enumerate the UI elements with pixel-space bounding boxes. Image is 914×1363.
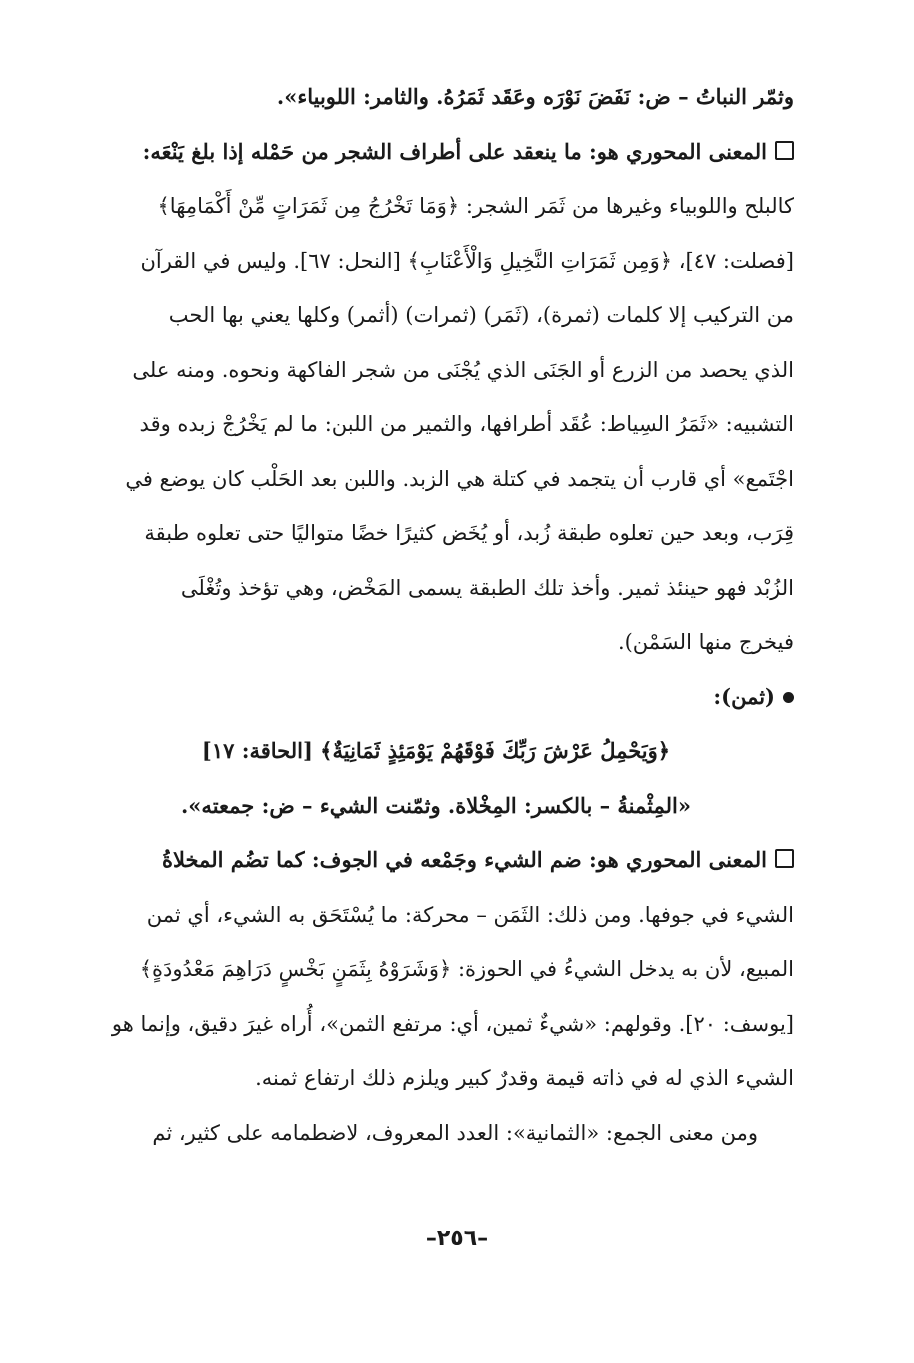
text-line: المعنى المحوري هو: ضم الشيء وجَمْعه في الجوف: كما تضُم المخلاةُ bbox=[78, 833, 794, 888]
text-line: الشيء الذي له في ذاته قيمة وقدرٌ كبير ويلزم ذلك ارتفاع ثمنه. bbox=[255, 1066, 794, 1090]
dictionary-quote: «المِثْمنةُ – بالكسر: المِخْلاة. وثمّنت الشيء – ض: جمعته». bbox=[181, 792, 691, 818]
text-line: اجْتَمع» أي قارب أن يتجمد في كتلة هي الزبد. واللبن بعد الحَلْب كان يوضع في bbox=[125, 466, 794, 491]
text-line: [فصلت: ٤٧]، ﴿وَمِن ثَمَرَاتِ النَّخِيلِ وَالْأَعْنَابِ﴾ [النحل: ٦٧]. وليس في القرآن bbox=[140, 248, 794, 273]
text-line: من التركيب إلا كلمات (ثمرة)، (ثَمَر) (ثمرات) (أثمر) وكلها يعني بها الحب bbox=[168, 303, 794, 327]
checkbox-icon bbox=[775, 141, 794, 160]
page-number: –٢٥٦– bbox=[425, 1226, 489, 1251]
text-line: الشيء في جوفها. ومن ذلك: الثَمَن – محركة: ما يُسْتَحَق به الشيء، أي ثمن bbox=[146, 902, 794, 927]
text-line: المعنى المحوري هو: ما ينعقد على أطراف الشجر من حَمْله إذا بلغ يَنْعَه: bbox=[78, 125, 794, 180]
text-line: التشبيه: «ثَمَرُ السِياط: عُقَد أطرافها، والثمير من اللبن: ما لم يَخْرُجْ زبده وقد bbox=[139, 412, 794, 436]
text-line: المبيع، لأن به يدخل الشيءُ في الحوزة: ﴿وَشَرَوْهُ بِثَمَنٍ بَخْسٍ دَرَاهِمَ مَعْدُودَةٍ﴾ bbox=[139, 957, 794, 981]
section-heading: (ثمن): bbox=[78, 670, 794, 725]
bullet-icon bbox=[783, 692, 794, 703]
text-line: قِرَب، وبعد حين تعلوه طبقة زُبد، أو يُخَض كثيرًا خضًا متواليًا حتى تعلوه طبقة bbox=[144, 521, 794, 545]
text-line: كالبلح واللوبياء وغيرها من ثَمَر الشجر: ﴿وَمَا تَخْرُجُ مِن ثَمَرَاتٍ مِّنْ أَكْمَامِهَا﴾ bbox=[157, 194, 794, 218]
checkbox-icon bbox=[775, 849, 794, 868]
text-line: فيخرج منها السَمْن). bbox=[617, 630, 794, 654]
quran-verse: ﴿وَيَحْمِلُ عَرْشَ رَبِّكَ فَوْقَهُمْ يَوْمَئِذٍ ثَمَانِيَةٌ﴾ [الحاقة: ١٧] bbox=[201, 738, 671, 763]
text-line: الزُبْد فهو حينئذ ثمير. وأخذ تلك الطبقة يسمى المَخْض، وهي تؤخذ وتُغْلَى bbox=[180, 575, 794, 600]
text-line: [يوسف: ٢٠]. وقولهم: «شيءٌ ثمين، أي: مرتفع الثمن»، أُراه غيرَ دقيق، وإنما هو bbox=[111, 1011, 794, 1036]
text-line: الذي يحصد من الزرع أو الجَنَى الذي يُجْنَى من شجر الفاكهة ونحوه. ومنه على bbox=[132, 357, 794, 382]
text-line: ومن معنى الجمع: «الثمانية»: العدد المعروف، لاضطمامه على كثير، ثم bbox=[152, 1120, 758, 1145]
text-line: وثمّر النباتُ – ض: نَفَضَ نَوْرَه وعَقَد ثَمَرُهُ. والثامر: اللوبياء». bbox=[276, 84, 794, 109]
page-body bbox=[78, 70, 794, 1160]
